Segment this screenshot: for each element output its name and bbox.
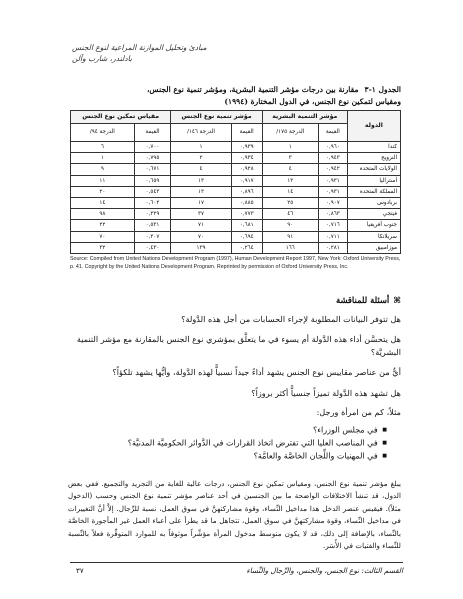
gem-rank-cell: ١ bbox=[71, 153, 135, 164]
table-title-line-1: مقارنة بين درجات مؤشر التنمية البشرية، ومؤشر تنمية نوع الجنس، bbox=[146, 85, 359, 94]
hdi-value-cell: ٠,٩٦٠ bbox=[318, 142, 347, 153]
hdi-value-cell: ٠,٩٣١ bbox=[318, 186, 347, 197]
hdi-rank-cell: ٩٠ bbox=[262, 220, 318, 231]
gdi-rank-cell: ٣٧ bbox=[171, 209, 231, 220]
gem-value-cell: ٠,٣٢٩ bbox=[134, 209, 171, 220]
question-4: هل تشهد هذه الدَّولة تميزاً جنسياًّ أكثر بروزاً؟ bbox=[251, 388, 401, 398]
gdi-rank-cell: ٧٠ bbox=[171, 231, 231, 242]
table-source-note: Source: Compiled from United Nations Development Program (1997), Human Development Report 1997, New York: Oxford University Press, p. 41. Copyright by the United Nations Development Program. Reprinted by permission of Oxford University Press, Inc. bbox=[70, 256, 401, 270]
gem-value-cell: ٠,٦٧١ bbox=[134, 164, 171, 175]
gem-value-cell: ٠,٥٣١ bbox=[134, 220, 171, 231]
question-bullets bbox=[87, 424, 401, 462]
gem-rank-cell: ٧٠ bbox=[71, 231, 135, 242]
gdi-rank-cell: ٧١ bbox=[171, 220, 231, 231]
gdi-rank-cell: ٤ bbox=[171, 164, 231, 175]
table-caption bbox=[71, 84, 401, 108]
asterism-icon: ⌘ bbox=[393, 295, 401, 305]
country-cell: فيتجي bbox=[347, 209, 400, 220]
hdi-value-cell: ٠,٩٤٢ bbox=[318, 164, 347, 175]
hdi-rank-cell: ٢٥ bbox=[262, 197, 318, 208]
gdi-value-cell: ٠,٦٨١ bbox=[231, 220, 262, 231]
country-cell: جنوب أفريقيا bbox=[347, 220, 400, 231]
gem-value-cell: ٠,٦٠٢ bbox=[134, 197, 171, 208]
gdi-value-cell: ٠,٩١٧ bbox=[231, 175, 262, 186]
gdi-rank-cell: ١٣٩ bbox=[171, 242, 231, 253]
hdi-value-cell: ٠,٩٠٧ bbox=[318, 197, 347, 208]
gem-value-cell: ٠,٧٩٥ bbox=[134, 153, 171, 164]
table-row bbox=[71, 164, 401, 175]
gem-value-cell: ٠,٦٥٩ bbox=[134, 175, 171, 186]
hdi-rank-cell: ٩١ bbox=[262, 231, 318, 242]
country-cell: سريلانكا bbox=[347, 231, 400, 242]
hdi-value-header: القيمة bbox=[318, 124, 347, 142]
table-number: الجدول ١-٣ bbox=[364, 85, 401, 94]
bullet-item: ■ في مجلس الوزراء؟ bbox=[87, 424, 387, 437]
table-row bbox=[71, 231, 401, 242]
table-row bbox=[71, 197, 401, 208]
country-cell: النرويج bbox=[347, 153, 400, 164]
hdi-rank-cell: ١٤ bbox=[262, 186, 318, 197]
table-row bbox=[71, 186, 401, 197]
hdi-value-cell: ٠,٨٦٣ bbox=[318, 209, 347, 220]
gdi-rank-cell: ٢ bbox=[171, 153, 231, 164]
gem-rank-cell: ٦ bbox=[71, 142, 135, 153]
gdi-rank-cell: ١٣ bbox=[171, 175, 231, 186]
table-row bbox=[71, 220, 401, 231]
hdi-rank-cell: ٣ bbox=[262, 153, 318, 164]
question-1: هل تتوفر البيانات المطلوبة لإجراء الحسابات من أجل هذه الدَّولة؟ bbox=[181, 314, 401, 324]
gem-value-cell: ٠,٥٤٣ bbox=[134, 186, 171, 197]
page-number: ٣٧ bbox=[76, 566, 84, 575]
hdi-rank-cell: ١٣ bbox=[262, 175, 318, 186]
hdi-rank-cell: ١٦٦ bbox=[262, 242, 318, 253]
hdi-value-cell: ٠,٢٨١ bbox=[318, 242, 347, 253]
running-header bbox=[72, 42, 207, 64]
gdi-value-cell: ٠,٨٩٦ bbox=[231, 186, 262, 197]
body-paragraph: يبلغ مؤشر تنمية نوع الجنس، ومقياس تمكين نوع الجنس، درجات عالية للغاية من التجريد والتجميع. ففي بعض الدول، قد تنشأ الاختلافات الواضحة ما بين الجنسين في أحد عناصر مؤشر تنمية نوع الجنس وحسب (الدخول مثلاً). فيقيس عنصر الدخل هذا مداخيل النِّساء، وقوة مشاركتهنَّ في سوق العمل، نسبة للرِّجال. إلاَّ أنَّ التغييرات في مداخيل النِّساء، وقوة مشاركتهنَّ في سوق العمل، تتجاهل ما قد يطرأ على أعباء العمل غير المأجورة الخاصَّة بالنِّساء، بالإضافة إلى ذلك، قد لا يكون متوسط مدخول المرأة مؤشِّراً موثوقاً به للموارد المتوفِّرة فعلاً بالنِّسبة للنِّساء والفتيات في الأُسَر. bbox=[68, 479, 401, 551]
discussion-heading-text: أسئلة للمناقشة bbox=[335, 295, 390, 305]
country-cell: كندا bbox=[347, 142, 400, 153]
hdi-value-cell: ٠,٩٣١ bbox=[318, 175, 347, 186]
gem-rank-cell: ٩٨ bbox=[71, 209, 135, 220]
hdi-rank-cell: ١ bbox=[262, 142, 318, 153]
header-line-2: بادلندر، شارب وآلن bbox=[72, 54, 132, 63]
footer-title: القسم الثالث: نوع الجنس، والجنس، والرِّجال والنِّساء bbox=[246, 566, 403, 575]
table-row bbox=[71, 142, 401, 153]
gdi-rank-cell: ١٧ bbox=[171, 197, 231, 208]
gdi-group-header: مؤشر تنمية نوع الجنس bbox=[171, 111, 262, 124]
comparison-table bbox=[70, 110, 401, 254]
gdi-value-cell: ٠,٢٦٤ bbox=[231, 242, 262, 253]
table-row bbox=[71, 175, 401, 186]
gdi-value-cell: ٠,٩٣٩ bbox=[231, 142, 262, 153]
gdi-rank-header: الدرجة ١٤٦/ bbox=[171, 124, 231, 142]
hdi-value-cell: ٠,٩٤٣ bbox=[318, 153, 347, 164]
gem-value-header: القيمة bbox=[134, 124, 171, 142]
gem-group-header: مقياس تمكين نوع الجنس bbox=[71, 111, 171, 124]
gem-rank-header: الدرجة ٩٤/ bbox=[71, 124, 135, 142]
country-cell: أستراليا bbox=[347, 175, 400, 186]
gem-rank-cell: ٣٢ bbox=[71, 242, 135, 253]
gem-rank-cell: ٢٠ bbox=[71, 186, 135, 197]
country-header: الدولة bbox=[347, 111, 400, 142]
hdi-value-cell: ٠,٧١١ bbox=[318, 231, 347, 242]
gem-value-cell: ٠,٣٠٧ bbox=[134, 231, 171, 242]
table-title-line-2: ومقياس لتمكين نوع الجنس، في الدول المختارة (١٩٩٤) bbox=[224, 97, 401, 106]
footer-rule bbox=[70, 562, 403, 563]
header-line-1: مبادئ وتحليل الموازنة المراعية لنوع الجنس bbox=[72, 43, 207, 52]
country-cell: بربادوس bbox=[347, 197, 400, 208]
table-row bbox=[71, 209, 401, 220]
hdi-rank-cell: ٤٦ bbox=[262, 209, 318, 220]
country-cell: الولايات المتحدة bbox=[347, 164, 400, 175]
bullet-item: ■ في المهنيات واللِّجان الخاصَّة والعامَّة؟ bbox=[87, 450, 387, 463]
gdi-rank-cell: ١ bbox=[171, 142, 231, 153]
question-2: هل يتحسَّن أداء هذه الدَّولة أم يسوء في ما يتعلَّق بمؤشري نوع الجنس بالمقارنة مع مؤشر التنمية البشريَّة؟ bbox=[76, 334, 401, 357]
gem-rank-cell: ١١ bbox=[71, 175, 135, 186]
gem-value-cell: ٠,٧٠٠ bbox=[134, 142, 171, 153]
country-cell: المملكة المتحدة bbox=[347, 186, 400, 197]
gem-rank-cell: ٢٢ bbox=[71, 220, 135, 231]
gdi-value-cell: ٠,٧٧٣ bbox=[231, 209, 262, 220]
gdi-value-cell: ٠,٩٣٤ bbox=[231, 153, 262, 164]
hdi-rank-cell: ٤ bbox=[262, 164, 318, 175]
hdi-rank-header: الدرجة ١٧٥/ bbox=[262, 124, 318, 142]
gem-rank-cell: ٩ bbox=[71, 164, 135, 175]
bullet-item: ■ في المناصب العليا التي تفترض اتخاذ القرارات في الدَّوائر الحكوميَّة المدنيَّة؟ bbox=[87, 437, 387, 450]
gem-value-cell: ٠,٤٣٠ bbox=[134, 242, 171, 253]
hdi-group-header: مؤشر التنمية البشرية bbox=[262, 111, 347, 124]
table-row bbox=[71, 153, 401, 164]
gdi-value-header: القيمة bbox=[231, 124, 262, 142]
gdi-rank-cell: ١٣ bbox=[171, 186, 231, 197]
discussion-heading bbox=[71, 295, 401, 305]
question-5: مثلاً، كم من امرأة ورجل: bbox=[316, 407, 401, 417]
gdi-value-cell: ٠,٦٩٤ bbox=[231, 231, 262, 242]
gem-rank-cell: ١٤ bbox=[71, 197, 135, 208]
hdi-value-cell: ٠,٧١٦ bbox=[318, 220, 347, 231]
gdi-value-cell: ٠,٨٨٥ bbox=[231, 197, 262, 208]
question-3: أيٌّ من عناصر مقاييس نوع الجنس يشهد أداءً جيداً نسبياًّ لهذه الدَّولة، وأيُّها يشهد تلكؤاً؟ bbox=[112, 367, 401, 377]
table-row bbox=[71, 242, 401, 253]
country-cell: موزامبيق bbox=[347, 242, 400, 253]
gdi-value-cell: ٠,٩٢٨ bbox=[231, 164, 262, 175]
